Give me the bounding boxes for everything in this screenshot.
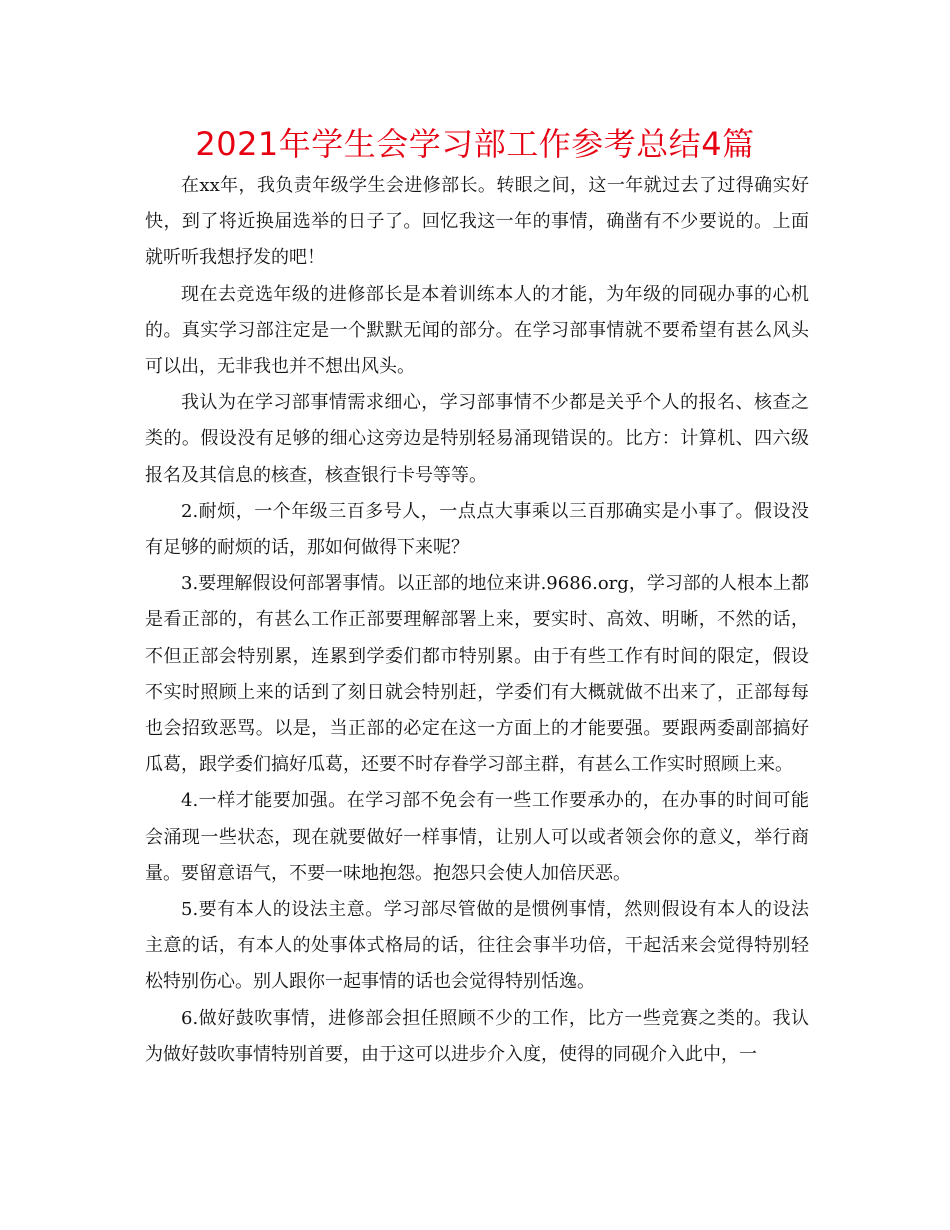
paragraph-8: 6.做好鼓吹事情，进修部会担任照顾不少的工作，比方一些竞赛之类的。我认为做好鼓吹事情特别首要，由于这可以进步介入度，使得的同砚介入此中，一	[145, 1007, 809, 1065]
document-title: 2021年学生会学习部工作参考总结4篇	[195, 125, 755, 163]
paragraph-4: 2.耐烦，一个年级三百多号人，一点点大事乘以三百那确实是小事了。假设没有足够的耐烦的话，那如何做得下来呢？	[145, 500, 809, 559]
paragraph-3: 我认为在学习部事情需求细心，学习部事情不少都是关乎个人的报名、核查之类的。假设没有足够的细心这旁边是特别轻易涌现错误的。比方：计算机、四六级报名及其信息的核查，核查银行卡号等等。	[145, 392, 809, 486]
paragraph-5: 3.要理解假设何部署事情。以正部的地位来讲.9686.org，学习部的人根本上都是看正部的，有甚么工作正部要理解部署上来，要实时、高效、明晰，不然的话，不但正部会特别累，连累到学委们都市特别累。由于有些工作有时间的限定，假设不实时照顾上来的话到了刻日就会特别赶，学委们有大概就做不出来了，正部每每也会招致恶骂。以是，当正部的必定在这一方面上的才能要强。要跟两委副部搞好瓜葛，跟学委们搞好瓜葛，还要不时存眷学习部主群，有甚么工作实时照顾上来。	[145, 573, 809, 776]
paragraph-2: 现在去竞选年级的进修部长是本着训练本人的才能，为年级的同砚办事的心机的。真实学习部注定是一个默默无闻的部分。在学习部事情就不要希望有甚么风头可以出，无非我也并不想出风头。	[145, 283, 809, 378]
paragraph-1: 在xx年，我负责年级学生会进修部长。转眼之间，这一年就过去了过得确实好快，到了将近换届选举的日子了。回忆我这一年的事情，确凿有不少要说的。上面就听听我想抒发的吧！	[145, 175, 809, 269]
paragraph-7: 5.要有本人的设法主意。学习部尽管做的是惯例事情，然则假设有本人的设法主意的话，有本人的处事体式格局的话，往往会事半功倍，干起活来会觉得特别轻松特别伤心。别人跟你一起事情的话也会觉得特别恬逸。	[145, 899, 809, 993]
paragraph-6: 4.一样才能要加强。在学习部不免会有一些工作要承办的，在办事的时间可能会涌现一些状态，现在就要做好一样事情，让别人可以或者领会你的意义，举行商量。要留意语气，不要一味地抱怨。抱怨只会使人加倍厌恶。	[145, 790, 809, 884]
document-body	[145, 168, 809, 1073]
